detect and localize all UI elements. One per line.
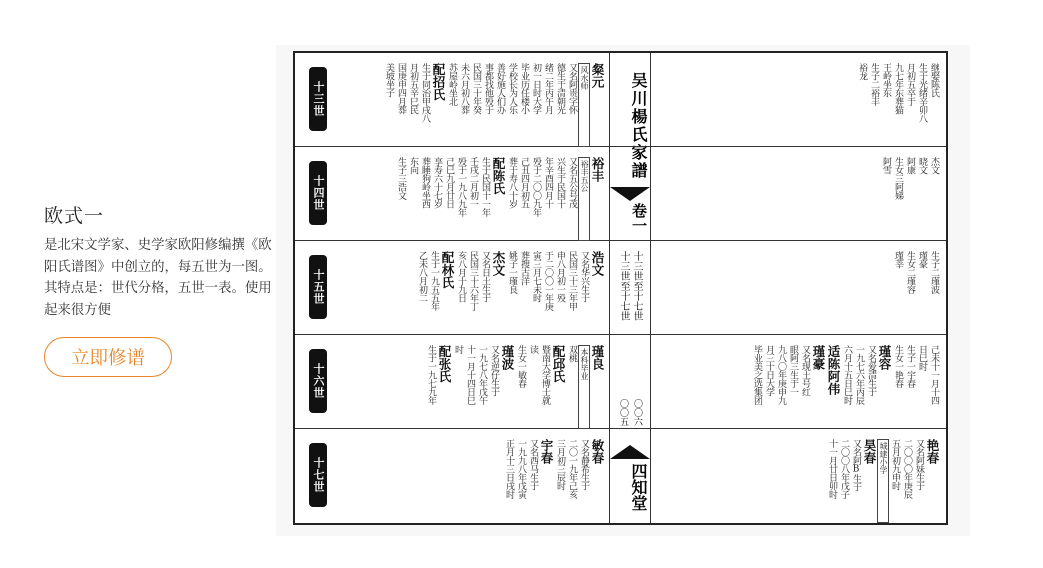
generation-row-right-page <box>651 241 946 334</box>
person-record-column: 葬于寿八十岁 <box>507 157 517 208</box>
person-record-column: 五月初九申时 <box>890 439 900 490</box>
person-record-column: 月初五辛巳民 <box>408 63 418 114</box>
spine-range-right: 十三世至十七世 <box>631 251 642 321</box>
person-record-column: 日巳时 <box>917 345 927 371</box>
generation-row <box>295 241 946 335</box>
person-record-column: 年辛酉四月十 <box>543 157 553 208</box>
person-record-column: 月三十日大学 <box>764 345 774 396</box>
person-record-column: 二〇〇〇年庚辰 <box>902 439 912 499</box>
person-record-column: 姚子一瑾良 <box>507 251 517 294</box>
person-record-column: 生子三浩文 <box>396 157 406 200</box>
person-name: 瑾良 <box>590 345 605 370</box>
person-record-column: 未六月初八葬 <box>459 63 469 114</box>
person-record-column: 毕业美之选集团 <box>752 345 762 405</box>
spine-hall-name: 四知堂 <box>629 463 648 511</box>
person-record-column: 杰文 <box>929 157 939 174</box>
person-record-column: 毕业历任楼小 <box>519 63 529 114</box>
person-tag: 城建小学 <box>877 439 889 523</box>
generation-row-left-page <box>295 335 609 428</box>
person-record-column: 生于光绪辛卯八 <box>917 63 927 123</box>
person-record-column: 三月初三辰时 <box>555 439 565 490</box>
person-record-column: 九八〇年庚申九 <box>776 345 786 405</box>
person-record-column: 享寿六十七岁 <box>432 157 442 208</box>
generation-row <box>295 147 946 241</box>
person-record-column: 兴生于民国十 <box>555 157 565 208</box>
person-record-column: 善好施人们办 <box>495 63 505 114</box>
person-record-column: 申八月初一殁 <box>555 251 565 302</box>
person-record-column: 葬搜古洋 <box>519 251 529 285</box>
person-record-column: 东向 <box>408 157 418 174</box>
person-record-column: 国庚申四月葬 <box>396 63 406 114</box>
generation-row-right-page <box>651 147 946 240</box>
person-record-column: 民国三十三年甲 <box>567 251 577 311</box>
person-name: 适陈阿伟 <box>826 345 841 395</box>
person-record-column: 晓文 <box>917 157 927 174</box>
person-record-column: 暨南大学博士就 <box>540 345 550 405</box>
right-page-records <box>826 439 940 523</box>
person-record-column: 二〇一九年己亥 <box>567 439 577 499</box>
generation-row-right-page <box>651 53 946 146</box>
person-record-column: 又名静希生于 <box>579 439 589 490</box>
person-record-column: 又名阿妹生于 <box>914 439 924 490</box>
person-record-column: 二〇〇八年戊子 <box>839 439 849 499</box>
generation-row <box>295 335 946 429</box>
person-name: 配招氏 <box>431 63 446 101</box>
style-description: 是北宋文学家、史学家欧阳修编撰《欧阳氏谱图》中创立的，每五世为一图。其特点是：世代分格，五世一表。使用起来很方便 <box>44 238 272 318</box>
person-name: 浩文 <box>590 251 605 276</box>
person-record-column: 生于一九五五年 <box>429 251 439 311</box>
person-name: 配陈氏 <box>491 157 506 195</box>
person-record-column: 继娶陈氏 <box>929 63 939 97</box>
generation-row <box>295 53 946 147</box>
person-record-column: 初一日时大学 <box>531 63 541 114</box>
person-record-column: 殁于二〇〇九年 <box>531 157 541 217</box>
person-record-column: 一九七六年丙辰 <box>854 345 864 405</box>
spine-page-right: 〇〇六 <box>632 399 642 426</box>
spine-volume: 卷一 <box>630 203 648 233</box>
person-record-column: 绪二年丙午月 <box>543 63 553 114</box>
person-record-column: 己巳九月廿日 <box>444 157 454 208</box>
person-record-column: 读 <box>528 345 538 354</box>
person-name: 宇春 <box>539 439 554 464</box>
person-record-column: 生于一九七九年 <box>426 345 436 405</box>
generation-row-left-page <box>295 429 609 523</box>
person-record-column: 又名阿贵字怀 <box>567 63 577 114</box>
person-record-column: 生于同治甲戌八 <box>420 63 430 123</box>
spine-title: 吴川楊氏家譜 <box>629 72 648 180</box>
person-record-column: 月初五卒于 <box>905 63 915 106</box>
generation-row-right-page <box>651 335 946 428</box>
person-record-column: 十一月廿日卯时 <box>827 439 837 499</box>
person-record-column: 阿康 <box>905 157 915 174</box>
left-page-records <box>383 63 605 147</box>
person-record-column: 苏屋岭坐北 <box>447 63 457 106</box>
person-record-column: 九七年东葬猫 <box>893 63 903 114</box>
person-record-column: 生于民国十一年 <box>480 157 490 217</box>
genealogy-sample-image <box>276 45 970 536</box>
generation-row-right-page <box>651 429 946 523</box>
person-record-column: 亥八月十九日 <box>456 251 466 302</box>
person-name: 粲元 <box>590 63 605 88</box>
generation-label: 十四世 <box>309 161 327 225</box>
person-record-column: 又名逆仔生于 <box>489 345 499 396</box>
spine-range-left: 十三世至十七世 <box>618 251 629 321</box>
generation-label: 十六世 <box>309 349 327 413</box>
right-page-records <box>892 251 940 329</box>
person-name: 瑾容 <box>877 345 892 370</box>
spine-page-left: 〇〇五 <box>618 399 628 426</box>
left-page-records <box>395 157 605 241</box>
person-tag: 风水师 <box>578 63 590 147</box>
person-record-column: 阿雪 <box>881 157 891 174</box>
generation-row-left-page <box>295 241 609 334</box>
person-record-column: 生女一敏春 <box>516 345 526 388</box>
right-page-records <box>856 63 940 141</box>
person-tag: 裕丰五公 <box>578 157 590 241</box>
person-record-column: 葬睡狗岭坐西 <box>420 157 430 208</box>
right-page-records <box>751 345 940 423</box>
person-record-column: 生女一艳春 <box>893 345 903 388</box>
generation-row <box>295 429 946 523</box>
person-record-column: 又名华兴生于 <box>579 251 589 302</box>
person-name: 瑾豪 <box>811 345 826 370</box>
person-record-column: 瑾莘 <box>893 251 903 268</box>
person-record-column: 民国三十年癸 <box>471 63 481 114</box>
person-name: 裕丰 <box>590 157 605 182</box>
left-page-records <box>425 345 605 429</box>
generation-label: 十五世 <box>309 255 327 319</box>
person-record-column: 学校长为人乐 <box>507 63 517 114</box>
left-page-records <box>416 251 605 329</box>
person-record-column: 生女三阿娣 <box>893 157 903 200</box>
person-record-column: 又名五公号茂 <box>567 157 577 208</box>
person-record-column: 寅三月七未时 <box>531 251 541 302</box>
person-record-column: 德生于清朝光 <box>555 63 565 114</box>
person-record-column: 双桃 <box>567 345 577 362</box>
person-record-column: 殁于一九八九年 <box>456 157 466 217</box>
person-record-column: 己丑四月初五 <box>519 157 529 208</box>
person-name: 艳春 <box>925 439 940 464</box>
person-record-column: 事都找他殁于 <box>483 63 493 114</box>
person-record-column: 裕龙 <box>857 63 867 80</box>
person-record-column: 又名西马生于 <box>528 439 538 490</box>
person-record-column: 又名日土生于 <box>480 251 490 302</box>
person-record-column: 乙未八月初二 <box>417 251 427 302</box>
genealogy-page <box>293 51 948 525</box>
generation-label: 十三世 <box>309 67 327 131</box>
person-record-column: 一九九八年戊寅 <box>516 439 526 499</box>
person-record-column: 十一月十四日巳 <box>465 345 475 405</box>
person-record-column: 美坡坐子 <box>384 63 394 97</box>
person-record-column: 瑾豪 <box>917 251 927 268</box>
left-page-records <box>503 439 605 517</box>
person-name: 敏春 <box>590 439 605 464</box>
person-record-column: 又名爱清生于 <box>866 345 876 396</box>
person-record-column: 生女二瑾容 <box>905 251 915 294</box>
person-name: 配林氏 <box>440 251 455 289</box>
person-record-column: 六月十五日巳时 <box>842 345 852 405</box>
person-record-column: 又名现土号红 <box>800 345 810 396</box>
person-name: 配邱氏 <box>551 345 566 383</box>
person-record-column: 生子二瑾波 <box>929 251 939 294</box>
generation-row-left-page <box>295 147 609 240</box>
right-page-records <box>880 157 940 235</box>
person-record-column: 正月十三日戌时 <box>504 439 514 499</box>
person-record-column: 一九七八年戊午 <box>477 345 487 405</box>
person-record-column: 王岭坐东 <box>881 63 891 97</box>
person-name: 配张氏 <box>437 345 452 383</box>
person-record-column: 又名阿B生于 <box>851 439 861 491</box>
person-record-column: 生子二裕丰 <box>869 63 879 106</box>
person-record-column: 民国三十六年丁 <box>468 251 478 311</box>
person-record-column: 壬戌二月初一 <box>468 157 478 208</box>
person-name: 瑾波 <box>500 345 515 370</box>
generation-label: 十七世 <box>309 443 327 507</box>
style-title: 欧式一 <box>44 205 105 227</box>
person-name: 杰文 <box>491 251 506 276</box>
start-genealogy-button[interactable]: 立即修谱 <box>44 337 172 377</box>
person-name: 昊春 <box>862 439 877 464</box>
person-record-column: 己未十一月十四 <box>929 345 939 405</box>
person-record-column: 眼阿三生于一 <box>788 345 798 396</box>
person-record-column: 生子一宇春 <box>905 345 915 388</box>
generation-row-left-page <box>295 53 609 146</box>
person-tag: 本科毕业 <box>578 345 590 429</box>
person-record-column: 时 <box>453 345 463 354</box>
person-record-column: 于二〇〇一年庚 <box>543 251 553 311</box>
